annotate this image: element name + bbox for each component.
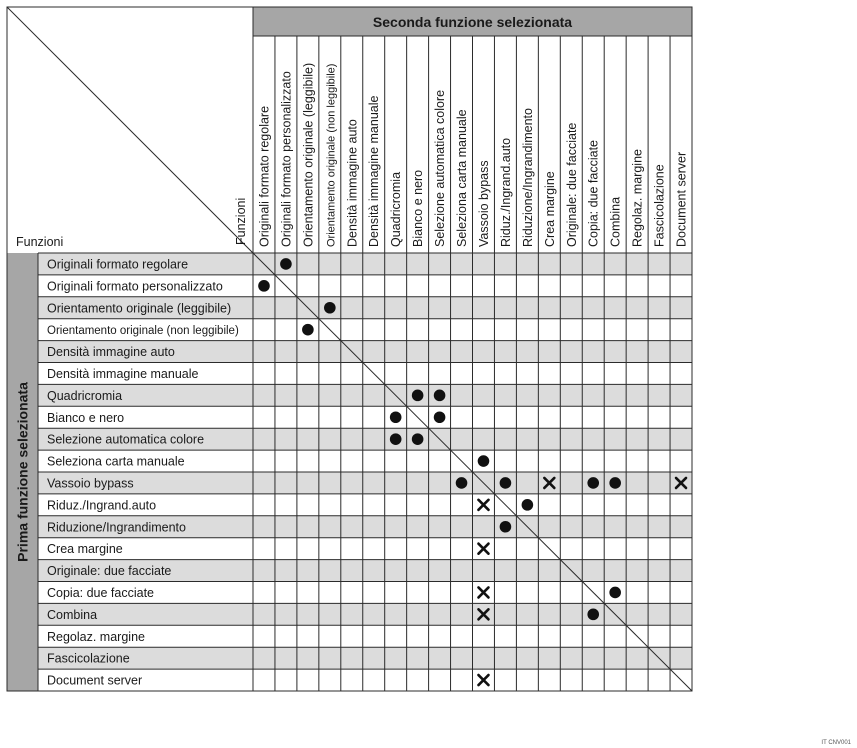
row-label: Quadricromia xyxy=(47,388,123,403)
column-label: Regolaz. margine xyxy=(630,149,645,247)
dot-mark xyxy=(324,302,336,314)
dot-mark xyxy=(500,477,512,489)
row-stripe xyxy=(38,384,692,406)
dot-mark xyxy=(478,455,490,467)
column-label: Orientamento originale (non leggibile) xyxy=(325,63,338,247)
column-label: Seleziona carta manuale xyxy=(455,109,470,247)
row-label: Densità immagine auto xyxy=(47,345,175,360)
column-label: Densità immagine manuale xyxy=(367,95,382,247)
dot-mark xyxy=(390,433,402,445)
cross-mark xyxy=(478,675,488,685)
dot-mark xyxy=(456,477,468,489)
dot-mark xyxy=(280,258,292,270)
column-label: Crea margine xyxy=(542,171,557,247)
column-label: Selezione automatica colore xyxy=(433,89,448,247)
figure-code: IT CNV001 xyxy=(821,740,851,746)
row-label: Riduzione/Ingrandimento xyxy=(47,520,186,535)
dot-mark xyxy=(522,499,534,511)
dot-mark xyxy=(609,477,621,489)
row-stripe xyxy=(38,647,692,669)
dot-mark xyxy=(434,411,446,423)
cross-mark xyxy=(478,500,488,510)
dot-mark xyxy=(587,609,599,621)
row-label: Regolaz. margine xyxy=(47,629,145,644)
cross-mark xyxy=(478,544,488,554)
column-label: Quadricromia xyxy=(389,171,404,247)
dot-mark xyxy=(302,324,314,336)
row-label: Fascicolazione xyxy=(47,651,130,666)
corner-split-line xyxy=(7,7,253,253)
row-label: Originali formato regolare xyxy=(47,257,189,272)
row-label: Originale: due facciate xyxy=(47,564,172,579)
row-label: Riduz./Ingrand.auto xyxy=(47,498,157,513)
corner-label-rows: Funzioni xyxy=(16,235,64,249)
row-label: Document server xyxy=(47,673,143,688)
column-label: Combina xyxy=(608,196,623,247)
dot-mark xyxy=(258,280,270,292)
dot-mark xyxy=(587,477,599,489)
row-label: Bianco e nero xyxy=(47,410,125,425)
dot-mark xyxy=(390,411,402,423)
corner-label-cols: Funzioni xyxy=(234,197,248,245)
row-label: Selezione automatica colore xyxy=(47,432,205,447)
row-label: Combina xyxy=(47,607,98,622)
column-label: Originali formato personalizzato xyxy=(279,71,294,247)
dot-mark xyxy=(412,433,424,445)
row-label: Vassoio bypass xyxy=(47,476,134,491)
row-label: Copia: due facciate xyxy=(47,585,155,600)
row-label: Orientamento originale (non leggibile) xyxy=(47,325,239,338)
column-label: Riduzione/Ingrandimento xyxy=(520,108,535,247)
column-label: Bianco e nero xyxy=(411,169,426,247)
row-label: Densità immagine manuale xyxy=(47,366,199,381)
row-label: Originali formato personalizzato xyxy=(47,279,223,294)
dot-mark xyxy=(500,521,512,533)
row-label: Orientamento originale (leggibile) xyxy=(47,301,232,316)
row-label: Seleziona carta manuale xyxy=(47,454,185,469)
column-label: Originale: due facciate xyxy=(564,122,579,247)
cross-mark xyxy=(478,587,488,597)
column-label: Riduz./Ingrand.auto xyxy=(498,137,513,247)
column-label: Document server xyxy=(674,151,689,247)
dot-mark xyxy=(434,390,446,402)
top-header-label: Seconda funzione selezionata xyxy=(372,14,573,30)
column-label: Fascicolazione xyxy=(652,164,667,247)
row-label: Crea margine xyxy=(47,542,123,557)
side-header-label: Prima funzione selezionata xyxy=(14,382,31,562)
column-label: Densità immagine auto xyxy=(345,119,360,247)
column-label: Orientamento originale (leggibile) xyxy=(301,62,316,247)
column-label: Vassoio bypass xyxy=(476,160,491,247)
column-label: Originali formato regolare xyxy=(257,105,272,247)
dot-mark xyxy=(609,587,621,599)
column-label: Copia: due facciate xyxy=(586,139,601,247)
dot-mark xyxy=(412,390,424,402)
